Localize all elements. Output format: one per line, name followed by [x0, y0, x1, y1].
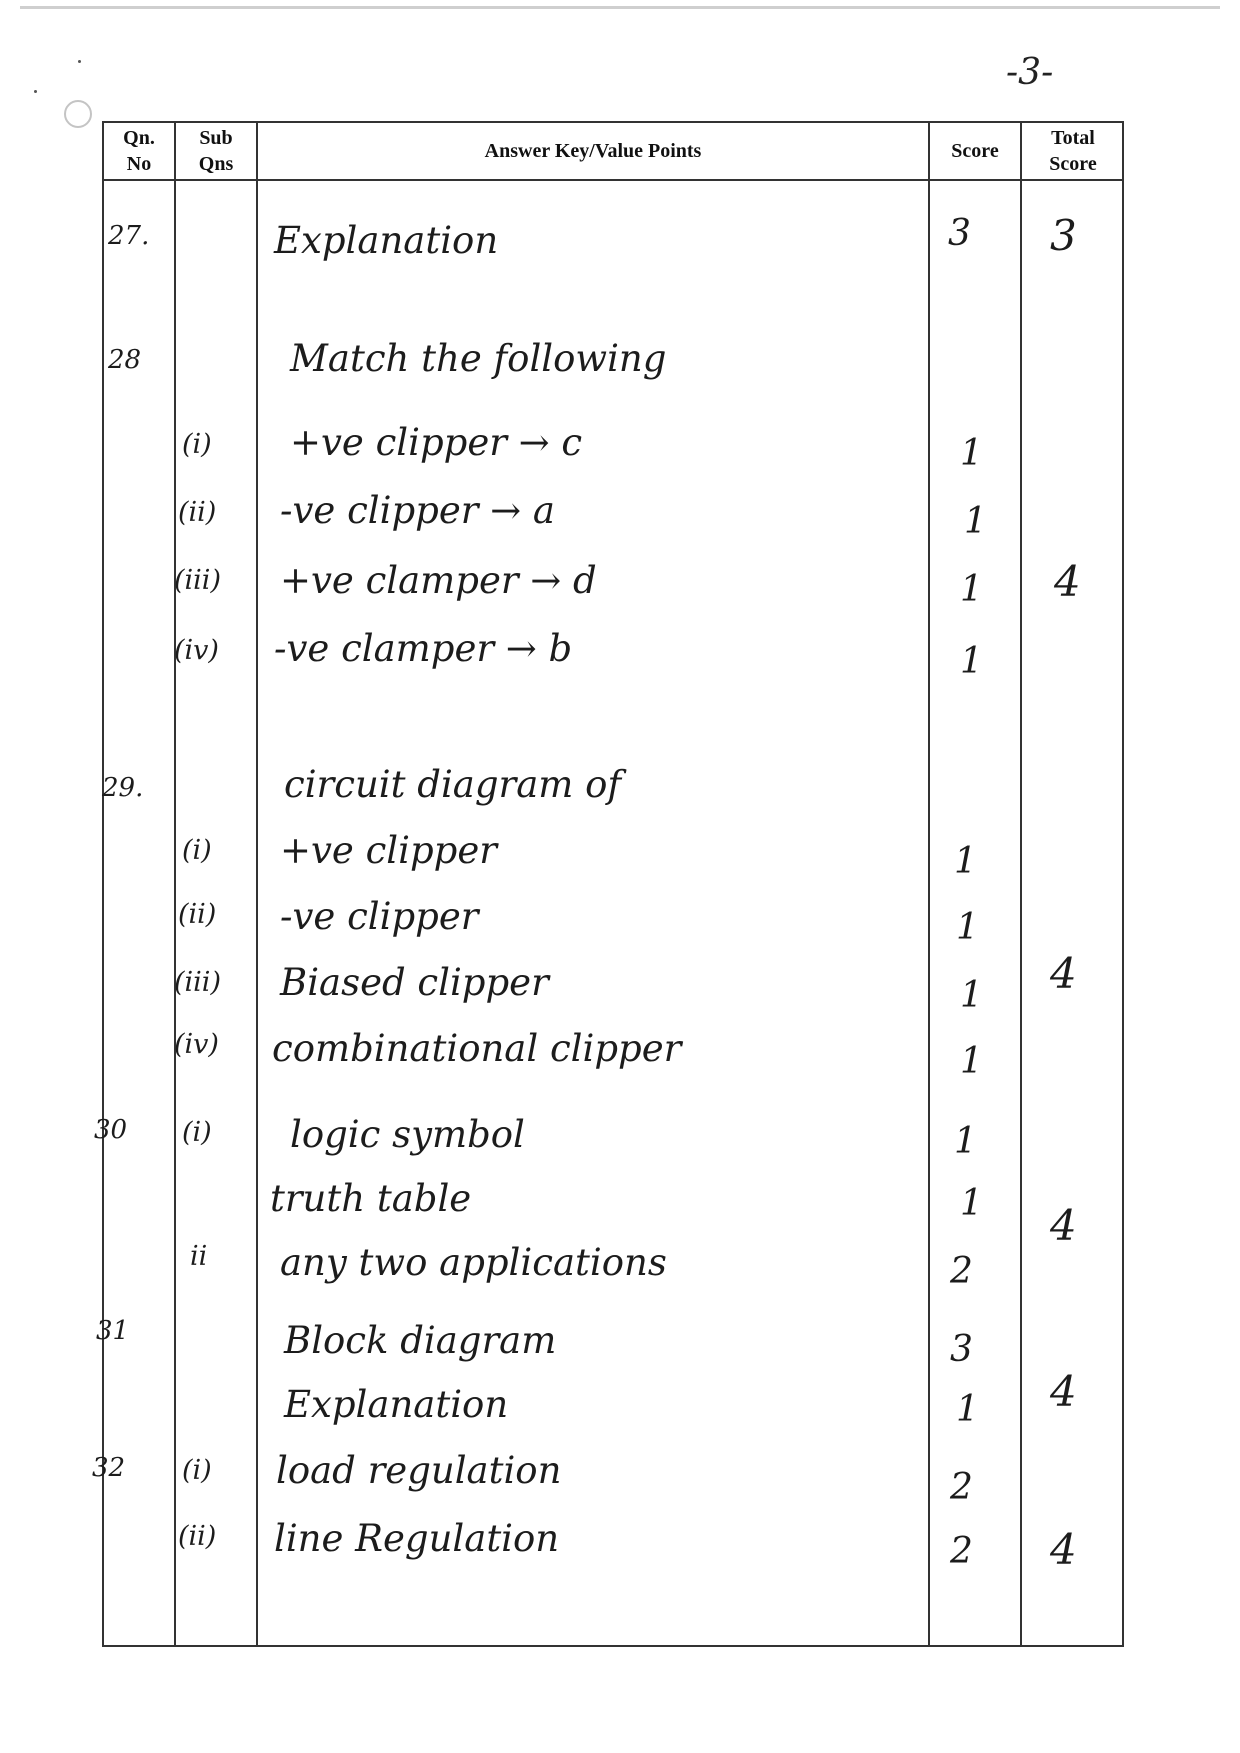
answer-point: circuit diagram of — [284, 763, 622, 806]
header-answer-key — [258, 123, 928, 179]
sub-question: (ii) — [178, 1521, 217, 1552]
sub-question: (i) — [182, 1117, 212, 1148]
answer-point: line Regulation — [274, 1517, 560, 1560]
total-score-value: 4 — [1050, 949, 1077, 998]
score-value: 3 — [950, 1329, 973, 1370]
column-divider — [1020, 123, 1022, 1645]
total-score-value: 4 — [1050, 1201, 1077, 1250]
answer-point: Block diagram — [284, 1319, 557, 1362]
sub-question: (iii) — [174, 967, 221, 998]
answer-point: Explanation — [284, 1383, 509, 1426]
total-score-value: 4 — [1054, 557, 1081, 606]
answer-point: logic symbol — [290, 1113, 525, 1156]
header-total-line2: Score — [1049, 153, 1097, 175]
answer-point: Biased clipper — [280, 961, 549, 1004]
question-number: 30 — [94, 1115, 128, 1145]
sub-question: (ii) — [178, 497, 217, 528]
header-sub-line2: Qns — [198, 153, 234, 175]
page-number: -3- — [1006, 52, 1054, 93]
header-total-line1: Total — [1051, 127, 1095, 149]
column-divider — [256, 123, 258, 1645]
answer-point: Match the following — [290, 337, 667, 380]
score-value: 2 — [950, 1467, 973, 1508]
header-qn-line1: Qn. — [123, 127, 155, 149]
header-qn-line2: No — [126, 153, 152, 175]
answer-point: +ve clipper → c — [290, 421, 583, 464]
header-score-label: Score — [951, 140, 999, 162]
header-qn-no — [104, 123, 174, 179]
score-value: 1 — [956, 907, 979, 948]
sub-question: (i) — [182, 835, 212, 866]
answer-point: -ve clipper — [280, 895, 479, 938]
score-value: 1 — [956, 1389, 979, 1430]
answer-point: -ve clamper → b — [274, 627, 573, 670]
scan-speck — [78, 60, 81, 63]
header-total-score — [1022, 123, 1124, 179]
total-score-value: 4 — [1050, 1367, 1077, 1416]
answer-point: truth table — [270, 1177, 472, 1220]
total-score-value: 4 — [1050, 1525, 1077, 1574]
question-number: 27. — [108, 221, 150, 251]
header-score — [930, 123, 1020, 179]
sub-question: (i) — [182, 429, 212, 460]
answer-key-table — [92, 121, 1124, 1647]
score-value: 1 — [960, 569, 983, 610]
header-sub-line1: Sub — [199, 127, 233, 149]
total-score-value: 3 — [1050, 211, 1077, 260]
answer-point: +ve clipper — [280, 829, 497, 872]
sub-question: (iii) — [174, 565, 221, 596]
answer-point: -ve clipper → a — [280, 489, 555, 532]
header-sub-qns — [176, 123, 256, 179]
question-number: 28 — [108, 345, 142, 375]
question-number: 32 — [92, 1453, 126, 1483]
header-answer-label: Answer Key/Value Points — [484, 140, 702, 162]
answer-point: +ve clamper → d — [280, 559, 597, 602]
answer-point: any two applications — [280, 1241, 667, 1284]
score-value: 1 — [954, 1121, 977, 1162]
score-value: 3 — [948, 213, 971, 254]
score-value: 2 — [950, 1251, 973, 1292]
score-value: 1 — [960, 975, 983, 1016]
question-number: 31 — [96, 1316, 130, 1346]
score-value: 1 — [954, 841, 977, 882]
score-value: 1 — [960, 433, 983, 474]
sub-question: (i) — [182, 1455, 212, 1486]
score-value: 2 — [950, 1531, 973, 1572]
sub-question: (iv) — [174, 635, 219, 666]
punch-hole-mark — [64, 100, 92, 128]
sub-question: (iv) — [174, 1029, 219, 1060]
answer-point: combinational clipper — [272, 1027, 682, 1070]
sub-question: (ii) — [178, 899, 217, 930]
scan-speck — [34, 90, 37, 93]
sub-question: ii — [190, 1241, 208, 1272]
header-divider — [104, 179, 1122, 181]
answer-point: Explanation — [274, 219, 499, 262]
column-divider — [928, 123, 930, 1645]
answer-point: load regulation — [276, 1449, 562, 1492]
question-number: 29. — [102, 773, 144, 803]
score-value: 1 — [960, 1041, 983, 1082]
score-value: 1 — [960, 641, 983, 682]
score-value: 1 — [964, 501, 987, 542]
page-top-edge — [20, 6, 1220, 9]
score-value: 1 — [960, 1183, 983, 1224]
column-divider — [174, 123, 176, 1645]
